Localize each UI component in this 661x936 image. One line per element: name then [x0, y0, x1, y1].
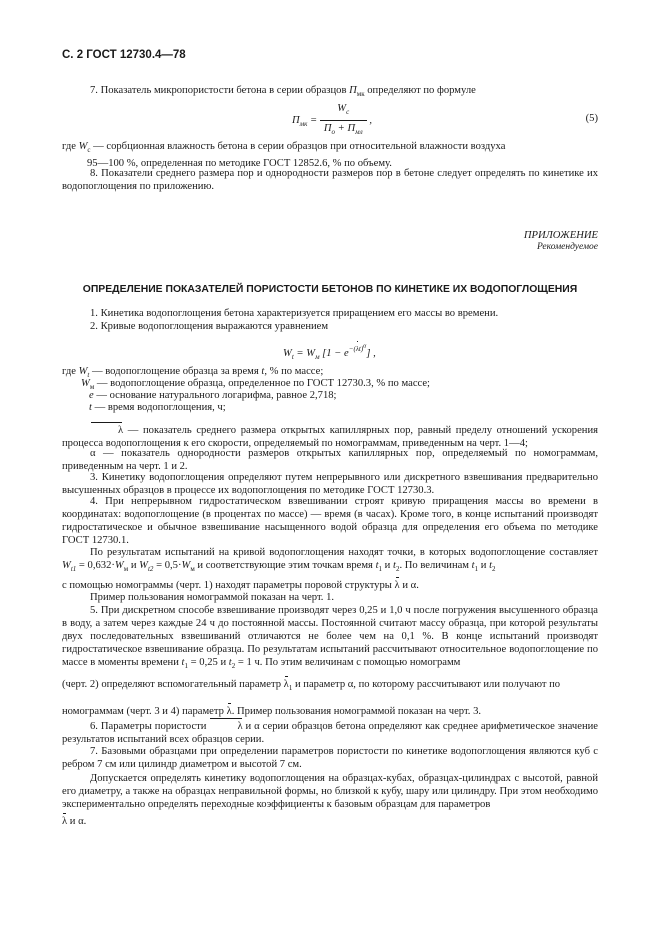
- section-7-allowed: Допускается определять кинетику водопоглощения на образцах-кубах, образцах-цилиндрах с высотой, равной его диаметру, а также на образцах неправильной формы, но близкой к кубу, шару или цилиндру. При этом необходимо экспериментально определять переходные коэффициенты к базовым образцам для параметров: [62, 773, 598, 810]
- section-5-aux: (черт. 2) определяют вспомогательный параметр $\lambda_1$ и параметр α, по которому рассчитывают или получают по: [62, 679, 561, 693]
- appendix-title: ОПРЕДЕЛЕНИЕ ПОКАЗАТЕЛЕЙ ПОРИСТОСТИ БЕТОНОВ ПО КИНЕТИКЕ ИХ ВОДОПОГЛОЩЕНИЯ: [82, 284, 578, 295]
- formula-5: $П_{мк}$ = $\frac{W_с}{П_о + П_{мл}}$ ,: [292, 102, 372, 139]
- formula-5-fraction: $\frac{W_с}{П_о + П_{мл}}$: [320, 102, 367, 139]
- section-6: 6. Параметры пористости λ и α серии образцов бетона определяют как среднее арифметическое значение результатов испытаний всех образцов серии.: [62, 721, 598, 745]
- lambda-definition: λ — показатель среднего размера открытых капиллярных пор, равный пределу отношений ускорения процесса водопоглощения к его скорости, определяемый по номограммам, приведенным на черт. 1—4;: [62, 425, 598, 449]
- page-header: [62, 49, 186, 62]
- section-5: 5. При дискретном способе взвешивание производят через 0,25 и 1,0 ч после погружения высушенного образца в воду, а затем через каждые 24 ч до постоянной массы. Постоянной считают массу образца, при которой результаты двух последовательных взвешиваний отличаются не более чем на 0,1 %. В конце испытаний производят гидростатическое взвешивание образца. По результатам испытаний рассчитывают относительное водопоглощение по массе в моменты времени $t_1 = 0,25$ и $t_2 = 1$ ч. По этим величинам с помощью номограмм: [62, 605, 598, 671]
- where-wm: $W_м$ — водопоглощение образца, определенное по ГОСТ 12730.3, % по массе;: [81, 378, 430, 392]
- section-7-params: λ и α.: [62, 816, 87, 827]
- formula-5-number: (5): [585, 113, 598, 124]
- appendix-label: ПРИЛОЖЕНИЕ: [523, 230, 598, 241]
- section-2: 2. Кривые водопоглощения выражаются уравнением: [90, 321, 329, 332]
- paragraph-7: 7. Показатель микропористости бетона в серии образцов $П_{мк}$ определяют по формуле: [90, 85, 476, 99]
- section-3: 3. Кинетику водопоглощения определяют путем непрерывного или дискретного взвешивания предварительно высушенных образцов в процессе их водопоглощения по методике ГОСТ 12730.3.: [62, 472, 598, 496]
- where-wc: где $W_с$ — сорбционная влажность бетона в серии образцов при относительной влажности воздуха 95—100 %, определенная по методике ГОСТ 12852.6, % по объему.: [62, 141, 506, 170]
- formula-wt: $W_t = W_м$ $[1 - e^{-(\lambda t)^\alpha}]$ ,: [283, 344, 376, 361]
- section-1: 1. Кинетика водопоглощения бетона характеризуется приращением его массы во времени.: [90, 308, 499, 319]
- paragraph-8: 8. Показатели среднего размера пор и однородности размеров пор в бетоне следует определять по кинетике их водопоглощения по приложению.: [62, 168, 598, 192]
- section-4-nomogram: с помощью номограммы (черт. 1) находят параметры поровой структуры λ и α.: [62, 580, 419, 591]
- where-t: t — время водопоглощения, ч;: [89, 402, 226, 413]
- header-text: С. 2 ГОСТ 12730.4—78: [62, 49, 186, 61]
- section-4-points: По результатам испытаний на кривой водопоглощения находят точки, в которых водопоглощение составляет $W_{t1} = 0,632\cdot W_м$ и $W_{t2} = 0,5\cdot W_м$ и соответствующие этим точкам время $t_1$ и $t_2$. По величинам $t_1$ и $t_2$: [62, 547, 598, 574]
- section-4: 4. При непрерывном гидростатическом взвешивании строят кривую приращения массы во времени в координатах: водопоглощение (в процентах по массе) — время (в часах). Кроме того, в конце испытаний производят гидростатическое и обычное взвешивание насыщенного водой образца для определения его объема по методике ГОСТ 12730.1.: [62, 496, 598, 546]
- section-5-result: номограммам (черт. 3 и 4) параметр λ. Пример пользования номограммой показан на черт. 3.: [62, 706, 482, 717]
- where-e: e — основание натурального логарифма, равное 2,718;: [89, 390, 337, 401]
- appendix-recommended: Рекомендуемое: [536, 242, 598, 252]
- section-7: 7. Базовыми образцами при определении параметров пористости по кинетике водопоглощения являются куб с ребром 7 см или цилиндр диаметром и высотой 7 см.: [62, 746, 598, 770]
- section-4-example: Пример пользования номограммой показан на черт. 1.: [90, 592, 335, 603]
- where-wt: где $W_t$ — водопоглощение образца за время t, % по массе;: [62, 366, 324, 380]
- alpha-definition: α — показатель однородности размеров открытых капиллярных пор, определяемый по номограммам, приведенным на черт. 1 и 2.: [62, 448, 598, 472]
